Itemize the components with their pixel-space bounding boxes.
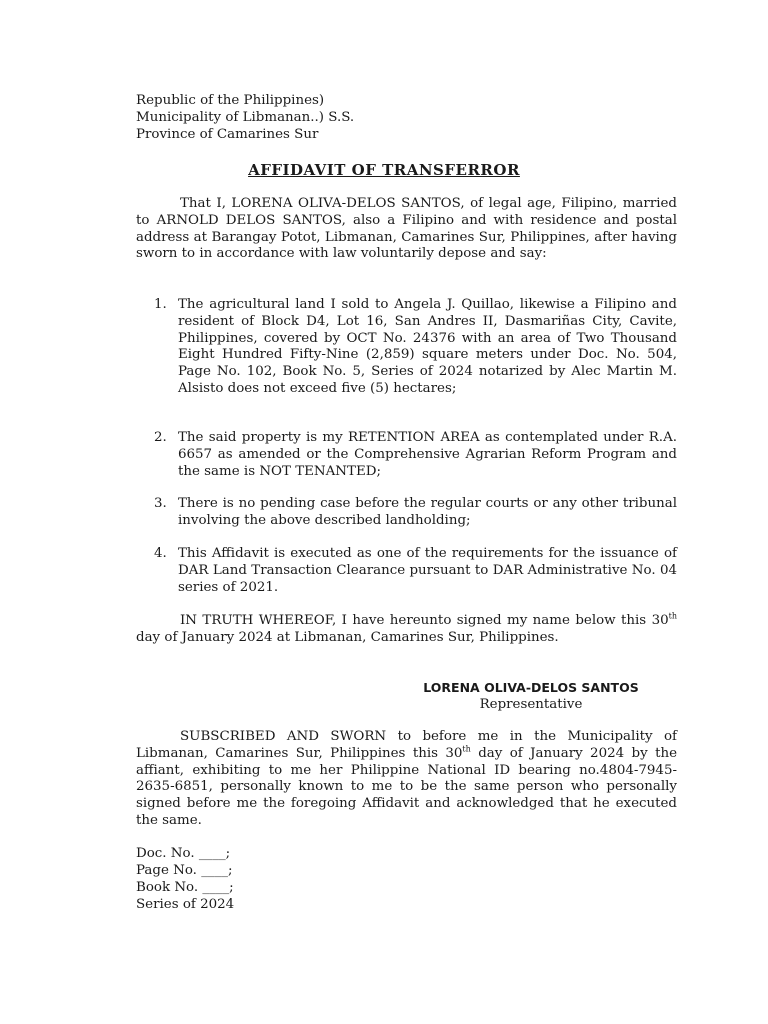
list-item-text: The agricultural land I sold to Angela J. Quillao, likewise a Filipino and resident of Block D4, Lot 16, San Andres II, Dasmariñas City, Cavite, Philippines, covered by OCT No. 24376 with an area of Two Thousand Eight Hundred Fifty-Nine (2,859) square meters under Doc. No. 504, Page No. 102, Book No. 5, Series of 2024 notarized by Alec Martin M. Alsisto does not exceed five (5) hectares; xyxy=(178,297,677,396)
intro-paragraph: That I, LORENA OLIVA-DELOS SANTOS, of legal age, Filipino, married to ARNOLD DELOS SANTOS, also a Filipino and with residence and postal address at Barangay Potot, Libmanan, Camarines Sur, Philippines, after having sworn to in accordance with law voluntarily depose and say: xyxy=(136,196,677,262)
page-number-line: Page No. ____; xyxy=(136,863,233,878)
signatory-name: LORENA OLIVA-DELOS SANTOS xyxy=(423,680,639,695)
list-item-number: 1. xyxy=(154,297,167,312)
series-line: Series of 2024 xyxy=(136,897,235,912)
list-item-number: 3. xyxy=(154,496,167,511)
list-item-2 xyxy=(154,430,677,480)
venue-line-republic: Republic of the Philippines) xyxy=(136,93,325,108)
notarial-register-block xyxy=(136,845,234,913)
book-number-line: Book No. ____; xyxy=(136,880,234,895)
venue-line-municipality: Municipality of Libmanan..) S.S. xyxy=(136,110,355,125)
truth-paragraph xyxy=(136,613,677,647)
signatory-role: Representative xyxy=(479,697,583,712)
truth-text-start: IN TRUTH WHEREOF, I have hereunto signed my name below this 30 xyxy=(180,613,669,628)
list-item-1 xyxy=(154,297,677,398)
venue-block xyxy=(136,92,354,143)
signature-block xyxy=(376,679,686,713)
jurat-text-end: day of January 2024 by the affiant, exhibiting to me her Philippine National ID bearing no.4804-7945-2635-6851, personally known to me to be the same person who personally signed before me the foregoing Affidavit and acknowledged that he executed the same. xyxy=(136,745,677,828)
truth-text-end: day of January 2024 at Libmanan, Camarines Sur, Philippines. xyxy=(136,629,559,645)
jurat-text-start: SUBSCRIBED AND SWORN to before me in the Municipality of Libmanan, Camarines Sur, Philippines this 30 xyxy=(136,729,677,761)
jurat-paragraph xyxy=(136,729,677,830)
list-item-3 xyxy=(154,496,677,530)
doc-number-line: Doc. No. ____; xyxy=(136,846,231,861)
list-item-4 xyxy=(154,546,677,596)
venue-line-province: Province of Camarines Sur xyxy=(136,127,319,142)
list-item-number: 2. xyxy=(154,430,167,445)
list-item-text: This Affidavit is executed as one of the requirements for the issuance of DAR Land Transaction Clearance pursuant to DAR Administrative No. 04 series of 2021. xyxy=(178,546,677,595)
list-item-number: 4. xyxy=(154,546,167,561)
document-title: AFFIDAVIT OF TRANSFERROR xyxy=(248,161,520,179)
list-item-text: There is no pending case before the regular courts or any other tribunal involving the above described landholding; xyxy=(178,496,677,528)
truth-ordinal-suffix: th xyxy=(668,611,677,621)
jurat-ordinal-suffix: th xyxy=(462,744,471,754)
list-item-text: The said property is my RETENTION AREA as contemplated under R.A. 6657 as amended or the Comprehensive Agrarian Reform Program and the same is NOT TENANTED; xyxy=(178,430,677,479)
